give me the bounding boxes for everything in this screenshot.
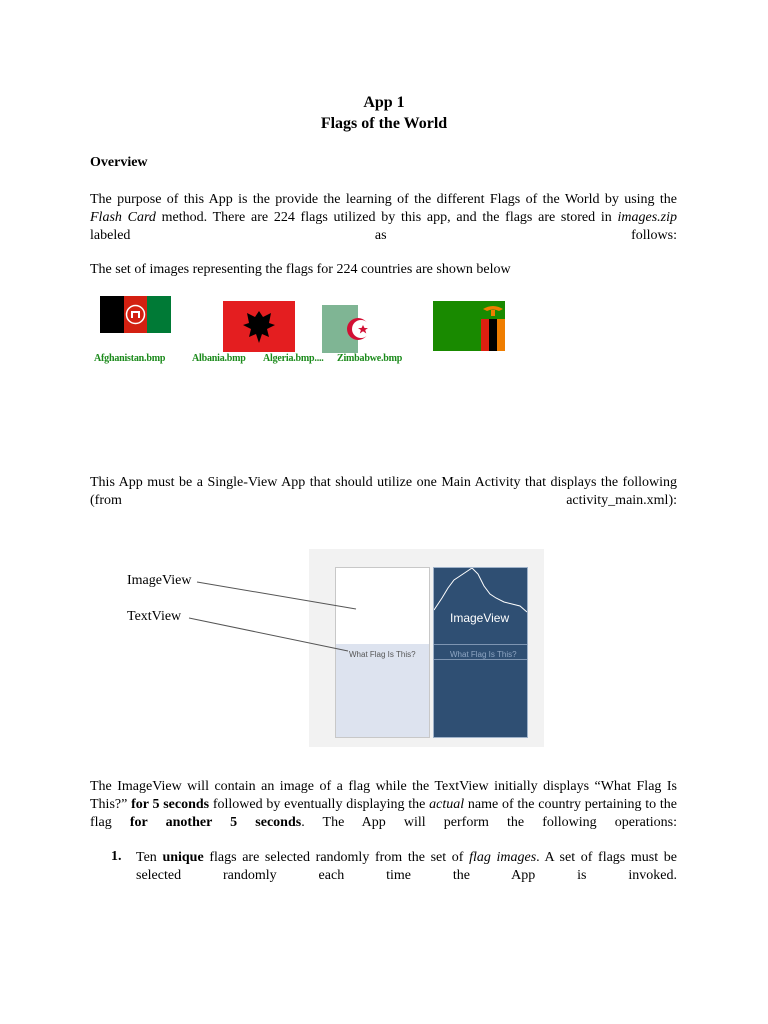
imageview-callout-label: ImageView [127,573,192,588]
blueprint-divider-top [434,644,527,645]
blueprint-view [433,567,528,738]
blueprint-textview-text: What Flag Is This? [450,650,517,659]
overview-heading: Overview [90,155,148,170]
algeria-flag [322,305,394,353]
flag-label-algeria: Algeria.bmp.... [263,353,324,364]
single-view-paragraph: This App must be a Single-View App that should utilize one Main Activity that displays the following (from activity_main.xml): [90,475,677,508]
blueprint-imageview-label: ImageView [450,611,510,625]
imageview-paragraph: The ImageView will contain an image of a flag while the TextView initially displays “What Flag Is This?” for 5 seconds followed by eventually displaying the actual name of the country pertaining to the flag for another 5 seconds. The App will perform the following operations: [90,779,677,830]
layout-mockup [309,549,544,747]
flag-label-zimbabwe: Zimbabwe.bmp [337,353,403,364]
zambia-flag [433,301,505,351]
list-number-1: 1. [111,849,122,864]
doc-title-line2: Flags of the World [320,115,448,132]
doc-title-line1: App 1 [363,94,405,111]
albania-flag [223,301,295,352]
afghanistan-flag [100,296,171,333]
textview-callout-label: TextView [127,609,182,624]
flag-label-albania: Albania.bmp [192,353,246,364]
flags-intro: The set of images representing the flags for 224 countries are shown below [90,262,511,277]
list-item-1: Ten unique flags are selected randomly from the set of flag images. A set of flags must be selected randomly each time the App is invoked. [136,850,677,883]
design-view [335,567,430,738]
purpose-paragraph: The purpose of this App is the provide the learning of the different Flags of the World by using the Flash Card method. There are 224 flags utilized by this app, and the flags are stored in images.zip labeled as follows: [90,192,678,243]
blueprint-mountain-icon [434,568,527,613]
blueprint-divider-bottom [434,659,527,660]
design-textview-text: What Flag Is This? [349,650,416,659]
flag-label-afghanistan: Afghanistan.bmp [94,353,166,364]
